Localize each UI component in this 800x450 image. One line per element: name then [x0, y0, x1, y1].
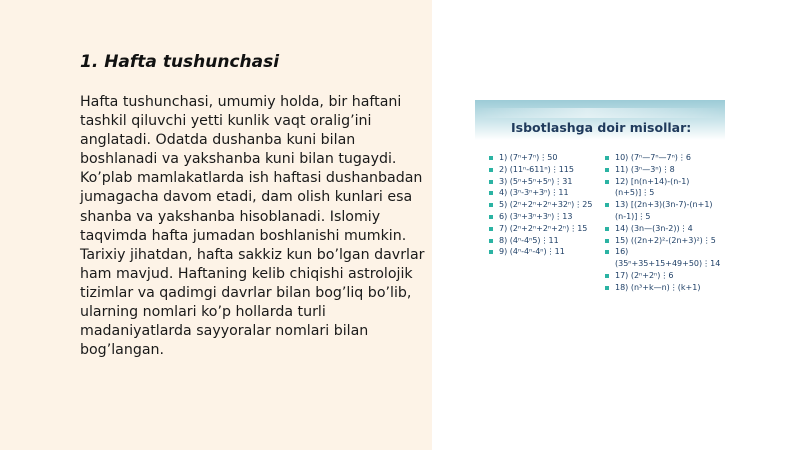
bullet-icon — [489, 250, 493, 254]
list-item: 7) (2ⁿ+2ⁿ+2ⁿ+2ⁿ)⋮15 — [489, 223, 607, 235]
bullet-icon — [489, 215, 493, 219]
list-item: 5) (2ⁿ+2ⁿ+2ⁿ+32ⁿ)⋮25 — [489, 199, 607, 211]
examples-list-right — [605, 152, 723, 294]
list-item: 18) (n³+k—n)⋮(k+1) — [605, 282, 723, 294]
list-item: 15) ((2n+2)²-(2n+3)²)⋮5 — [605, 235, 723, 247]
list-item: 12) [n(n+14)-(n-1)(n+5)]⋮5 — [605, 176, 723, 200]
list-item: 8) (4ⁿ-4ⁿ5)⋮11 — [489, 235, 607, 247]
bullet-icon — [605, 203, 609, 207]
bullet-icon — [605, 227, 609, 231]
bullet-icon — [489, 203, 493, 207]
bullet-icon — [489, 227, 493, 231]
examples-list-left — [489, 152, 607, 258]
bullet-icon — [489, 180, 493, 184]
bullet-icon — [489, 168, 493, 172]
bullet-icon — [605, 274, 609, 278]
list-item: 16) (35ⁿ+35+15+49+50)⋮14 — [605, 246, 723, 270]
slide-title: 1. Hafta tushunchasi — [80, 52, 280, 72]
list-item: 3) (5ⁿ+5ⁿ+5ⁿ)⋮31 — [489, 176, 607, 188]
bullet-icon — [605, 250, 609, 254]
list-item: 6) (3ⁿ+3ⁿ+3ⁿ)⋮13 — [489, 211, 607, 223]
list-item: 1) (7ⁿ+7ⁿ)⋮50 — [489, 152, 607, 164]
body-paragraph: Hafta tushunchasi, umumiy holda, bir haftani tashkil qiluvchi yetti kunlik vaqt oralig’ini anglatadi. Odatda dushanba kuni bilan boshlanadi va yakshanba kuni bilan tugaydi. Ko’plab mamlakatlarda ish haftasi dushanbadan jumagacha davom etadi, dam olish kunlari esa shanba va yakshanba hisoblanadi. Islomiy taqvimda hafta jumadan boshlanishi mumkin. Tarixiy jihatdan, hafta sakkiz kun bo’lgan davrlar ham mavjud. Haftaning kelib chiqishi astrolojik tizimlar va qadimgi davrlar bilan bog’liq bo’lib, ularning nomlari ko’p hollarda turli madaniyatlarda sayyoralar nomlari bilan bog’langan. — [80, 94, 425, 359]
list-item: 14) (3n—(3n-2))⋮4 — [605, 223, 723, 235]
list-item: 10) (7ⁿ—7ⁿ—7ⁿ)⋮6 — [605, 152, 723, 164]
list-item: 9) (4ⁿ-4ⁿ-4ⁿ)⋮11 — [489, 246, 607, 258]
list-item: 11) (3ⁿ—3ⁿ)⋮8 — [605, 164, 723, 176]
list-item: 2) (11ⁿ-611ⁿ)⋮115 — [489, 164, 607, 176]
bullet-icon — [605, 156, 609, 160]
bullet-icon — [605, 180, 609, 184]
bullet-icon — [605, 286, 609, 290]
examples-image — [475, 100, 725, 292]
bullet-icon — [605, 239, 609, 243]
bullet-icon — [605, 168, 609, 172]
bullet-icon — [489, 239, 493, 243]
list-item: 17) (2ⁿ+2ⁿ)⋮6 — [605, 270, 723, 282]
image-header-shine — [475, 108, 725, 118]
bullet-icon — [489, 156, 493, 160]
list-item: 4) (3ⁿ-3ⁿ+3ⁿ)⋮11 — [489, 187, 607, 199]
bullet-icon — [489, 191, 493, 195]
list-item: 13) [(2n+3)(3n-7)-(n+1)(n-1)]⋮5 — [605, 199, 723, 223]
image-heading: Isbotlashga doir misollar: — [511, 120, 692, 135]
